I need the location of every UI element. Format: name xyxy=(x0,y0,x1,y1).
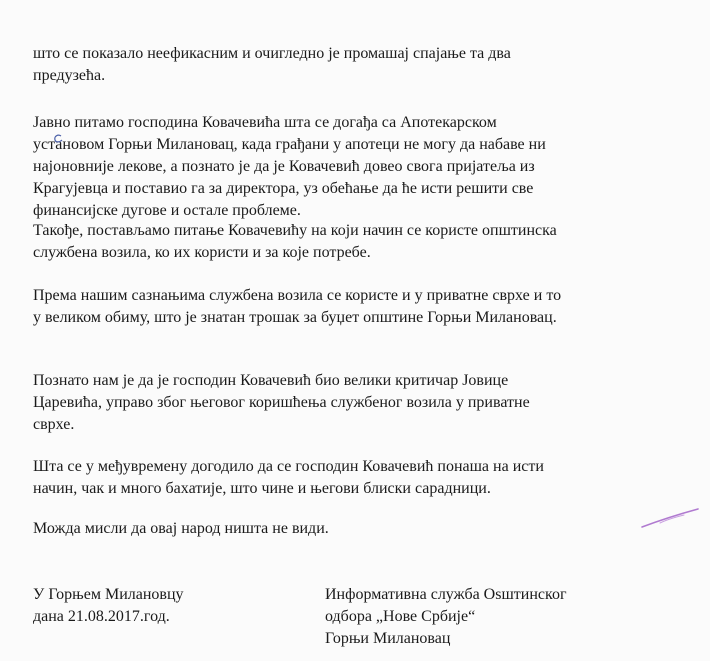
organization-line: одбора „Нове Србије“ xyxy=(325,608,476,625)
pen-stroke-mark xyxy=(640,505,700,533)
text-line: Према нашим сазнањима службена возила се користе и у приватне сврхе и то xyxy=(33,287,562,304)
place-line: У Горњем Милановцу xyxy=(33,586,184,603)
text-line: Такође, постављамо питање Ковачевићу на који начин се користе општинска xyxy=(33,222,557,239)
organization-line: Информативна служба Оsштинског xyxy=(325,586,567,603)
paragraph-6 xyxy=(33,456,544,500)
text-line: у великом обиму, што је знатан трошак за буџет општине Горњи Милановац. xyxy=(33,309,557,326)
text-line: службена возила, ко их користи и за које потребе. xyxy=(33,244,371,261)
text-line: сврхе. xyxy=(33,416,75,433)
text-line: Можда мисли да овај народ ништа не види. xyxy=(33,520,329,537)
text-line: најоновније лекове, а познато је да је Ковачевић довео свога пријатеља из xyxy=(33,158,535,175)
paragraph-3 xyxy=(33,220,557,264)
date-line: дана 21.08.2017.год. xyxy=(33,608,170,625)
text-line: предузећа. xyxy=(33,67,106,84)
paragraph-7 xyxy=(33,518,329,540)
text-line: начин, чак и много бахатије, што чине и његови блиски сарадници. xyxy=(33,480,491,497)
text-line: Јавно питамо господина Ковачевића шта се догађа са Апотекарском xyxy=(33,114,497,131)
paragraph-2 xyxy=(33,112,546,222)
text-line: установом Горњи Милановац, када грађани у апотеци не могу да набаве ни xyxy=(33,136,546,153)
text-line: Познато нам је да је господин Ковачевић био велики критичар Јовице xyxy=(33,372,509,389)
text-line: финансијске дугове и остале проблеме. xyxy=(33,202,301,219)
handwritten-insert-mark xyxy=(52,134,64,144)
paragraph-4 xyxy=(33,285,561,329)
paragraph-1 xyxy=(33,43,511,87)
text-line: што се показало неефикасним и очигледно је промашај спајање та два xyxy=(33,45,511,62)
organization-line: Горњи Милановац xyxy=(325,630,451,647)
text-line: Шта се у међувремену догодило да се господин Ковачевић понаша на исти xyxy=(33,458,544,475)
text-line: Царевића, управо због његовог коришћења службеног возила у приватне xyxy=(33,394,530,411)
paragraph-5 xyxy=(33,370,530,436)
signature-organization xyxy=(325,584,567,650)
signature-place-date xyxy=(33,584,184,628)
text-line: Крагујевца и поставио га за директора, уз обећање да ће исти решити све xyxy=(33,180,534,197)
